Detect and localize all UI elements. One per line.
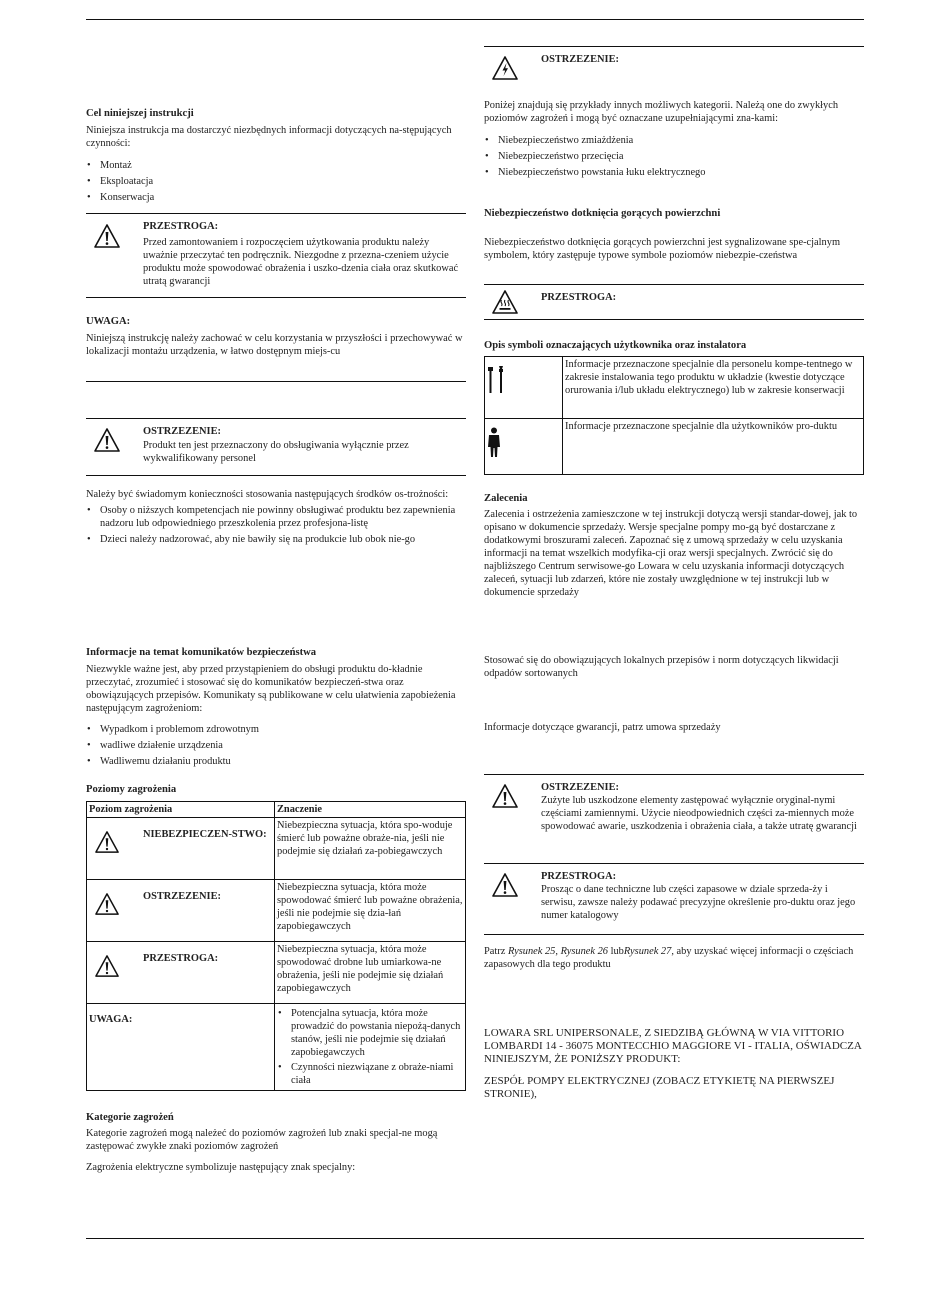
purpose-section <box>86 107 466 207</box>
list-item: • Czynności niezwiązane z obraże-niami ciała <box>277 1061 463 1087</box>
warning-title: OSTRZEZENIE: <box>541 54 619 65</box>
list-item: • Niebezpieczeństwo powstania łuku elektrycznego <box>484 166 864 179</box>
figure-link[interactable]: Rysunek 27 <box>623 946 672 957</box>
list-item: • Potencjalna sytuacja, która może prowadzić do powstania niepożą-danych stanów, jeśli nie podejmie się działań zapobiegawczych <box>277 1007 463 1059</box>
list-item: • wadliwe działenie urządzenia <box>86 739 466 752</box>
list-item: • Niebezpieczeństwo przecięcia <box>484 150 864 163</box>
note-text: Niniejszą instrukcję należy zachować w celu korzystania w przyszłości i przechowywać w lokalizacji montażu urządzenia, w łatwo dostępnym miejs-cu <box>86 333 463 357</box>
list-item: • Konserwacja <box>86 191 466 204</box>
warning-triangle-icon <box>95 830 119 854</box>
user-icon <box>485 427 503 459</box>
reco-text: Zalecenia i ostrzeżenia zamieszczone w tej instrukcji dotyczą wersji standar-dowej, jak to opisano w dokumencie sprzedaży. Wersje specjalne pompy mo-gą być dostarczane z dodatkowymi broszurami zaleceń. Zapoznać się z umową sprzedaży w celu uzyskania informacji na temat wszelkich modyfika-cji oraz wersji specjalnych. Zwrócić się do najbliższego Centrum serwisowe-go Lowara w celu uzyskania informacji dotyczących zaleceń, sytuacji lub zdarzeń, które nie zostały uwzględnione w tej instrukcji lub w dokumencie sprzedaży <box>484 509 858 598</box>
warning-triangle-icon <box>492 783 518 809</box>
table-row <box>87 880 466 942</box>
examples-section <box>484 99 864 182</box>
caution-box-1 <box>86 213 466 299</box>
warning-text: Produkt ten jest przeznaczony do obsługiwania wyłącznie przez wykwalifikowany personel <box>143 440 409 464</box>
note-title: UWAGA: <box>86 316 131 327</box>
warning-electric-box <box>484 46 864 85</box>
meaning-cell: Niebezpieczna sytuacja, która może spowodować drobne lub umiarkowa-ne obrażenia, jeśli nie podejmie się działań zapobiegawczych <box>275 942 466 1004</box>
awareness-list <box>86 504 466 546</box>
purpose-list <box>86 159 466 204</box>
hazard-levels-table <box>86 801 466 1091</box>
caution-title: PRZESTROGA: <box>541 871 617 882</box>
safety-text: Niezwykle ważne jest, aby przed przystąpieniem do obsługi produktu do-kładnie przeczytać, zrozumieć i stosować się do komunikatów bezpieczeń-stwa oraz obowiązujących przepisów. Komunikaty są publikowane w celu ułatwienia zapobieżenia następującym zagrożeniom: <box>86 664 456 714</box>
list-item: • Wypadkom i problemom zdrowotnym <box>86 723 466 736</box>
list-item: • Wadliwemu działaniu produktu <box>86 755 466 768</box>
awareness-text: Należy być świadomym konieczności stosowania następujących środków os-trożności: <box>86 489 449 500</box>
declaration-text: LOWARA SRL UNIPERSONALE, Z SIEDZIBĄ GŁÓWNĄ W VIA VITTORIO LOMBARDI 14 - 36075 MONTECCHIO MAGGIORE VI - ITALIA, OŚWIADCZA NINIEJSZYM, ŻE PONIŻSZY PRODUKT: <box>484 1027 862 1065</box>
caution-text: Prosząc o dane techniczne lub części zapasowe w dziale sprzeda-ży i serwisu, zawsze należy podawać precyzyjne określenie pro-duktu oraz jego numer katalogowy <box>541 884 856 921</box>
warning-triangle-icon <box>95 892 119 916</box>
warning-box-2 <box>484 774 864 855</box>
reco-heading: Zalecenia <box>484 493 528 504</box>
warning-triangle-icon <box>94 223 120 249</box>
purpose-text: Niniejsza instrukcja ma dostarczyć niezbędnych informacji dotyczących na-stępujących czynności: <box>86 125 452 149</box>
electrical-text: Zagrożenia elektryczne symbolizuje następujący znak specjalny: <box>86 1162 356 1173</box>
caution-rule <box>86 297 466 298</box>
caution-title: PRZESTROGA: <box>143 221 219 232</box>
table-row <box>87 942 466 1004</box>
figure-link[interactable]: Rysunek 25 <box>507 946 556 957</box>
warning-title: OSTRZEZENIE: <box>143 426 221 437</box>
table-header-level: Poziom zagrożenia <box>87 802 275 818</box>
level-cell <box>87 818 275 880</box>
table-row <box>485 419 864 475</box>
caution-text: Przed zamontowaniem i rozpoczęciem użytkowania produktu należy uważnie przeczytać ten podręcznik. Niezgodne z przezna-czeniem użycie produktu może spowodować obrażenia i uszko-dzenia ciała oraz skutkować utratą gwarancji <box>143 237 459 287</box>
list-item: • Niebezpieczeństwo zmiażdżenia <box>484 134 864 147</box>
symbol-cell <box>485 419 563 475</box>
meaning-cell: Niebezpieczna sytuacja, która może spowodować śmierć lub poważne obrażenia, jeśli nie podejmie się dzia-łań zapobiegawczych <box>275 880 466 942</box>
hot-heading: Niebezpieczeństwo dotknięcia gorących powierzchni <box>484 208 721 219</box>
top-rule <box>86 19 864 20</box>
parts-prefix: Patrz <box>484 946 508 957</box>
level-label: NIEBEZPIECZEN-STWO: <box>143 829 267 840</box>
product-text: ZESPÓŁ POMPY ELEKTRYCZNEJ (ZOBACZ ETYKIETĘ NA PIERWSZEJ STRONIE), <box>484 1075 835 1100</box>
electrical-hazard-icon <box>492 55 518 81</box>
levels-heading: Poziomy zagrożenia <box>86 784 177 795</box>
meaning-cell: Niebezpieczna sytuacja, która spo-woduje śmierć lub poważne obraże-nia, jeśli nie podejmie się działań za-pobiegawczych <box>275 818 466 880</box>
examples-text: Poniżej znajdują się przykłady innych możliwych kategorii. Należą one do zwykłych poziomów zagrożeń i mogą być oznaczane uzupełniającymi zna-kami: <box>484 100 839 124</box>
list-item: • Osoby o niższych kompetencjach nie powinny obsługiwać produktu bez zapewnienia nadzoru lub odpowiedniego przeszkolenia przez profesjona-listę <box>86 504 466 530</box>
categories-section <box>86 1111 466 1174</box>
safety-heading: Informacje na temat komunikatów bezpieczeństwa <box>86 647 317 658</box>
hot-text: Niebezpieczeństwo dotknięcia gorących powierzchni jest sygnalizowane spe-cjalnym symbolem, który zastępuje typowe symbole poziomów niebezpie-czeństwa <box>484 237 841 261</box>
warning-triangle-icon <box>95 954 119 978</box>
examples-list <box>484 134 864 179</box>
disposal-text: Stosować się do obowiązujących lokalnych przepisów i norm dotyczących likwidacji odpadów sortowanych <box>484 655 839 679</box>
meaning-cell <box>275 1004 466 1091</box>
parts-separator: lub <box>608 946 624 957</box>
list-item: • Montaż <box>86 159 466 172</box>
level-label: OSTRZEZENIE: <box>143 891 221 902</box>
categories-heading: Kategorie zagrożeń <box>86 1112 174 1123</box>
symbols-heading: Opis symboli oznaczających użytkownika oraz instalatora <box>484 340 747 351</box>
bottom-rule <box>86 1238 864 1239</box>
symbol-description: Informacje przeznaczone specjalnie dla personelu kompe-tentnego w zakresie instalowania tego produktu w układzie (kwestie dotyczące orurowania i/lub układu elektrycznego) lub w zakresie konserwacji <box>563 357 864 419</box>
warning-triangle-icon <box>94 427 120 453</box>
symbol-description: Informacje przeznaczone specjalnie dla użytkowników pro-duktu <box>563 419 864 475</box>
warning-title: OSTRZEZENIE: <box>541 782 619 793</box>
table-row <box>87 818 466 880</box>
hot-surface-icon <box>492 289 518 315</box>
level-label: PRZESTROGA: <box>143 953 219 964</box>
level-cell <box>87 942 275 1004</box>
note-rule <box>86 381 466 382</box>
figure-link[interactable]: Rysunek 26 <box>560 946 608 957</box>
awareness-section <box>86 488 466 549</box>
symbol-cell <box>485 357 563 419</box>
table-row <box>87 1004 466 1091</box>
level-cell <box>87 880 275 942</box>
parts-separator: , <box>555 946 561 957</box>
categories-text: Kategorie zagrożeń mogą należeć do poziomów zagrożeń lub znaki specjal-ne mogą zastępować zwykłe znaki poziomów zagrożeń <box>86 1128 438 1152</box>
warning-triangle-icon <box>492 872 518 898</box>
warning-text: Zużyte lub uszkodzone elementy zastępować wyłącznie oryginal-nymi częściami zamiennymi. Użycie nieodpowiednich części za-miennych może spowodować awarie, uszkodzenia i obrażenia ciała, a także utratę gwarancji <box>541 795 857 832</box>
warning-box-1 <box>86 418 466 476</box>
safety-list <box>86 723 466 768</box>
recommendations-section <box>484 492 864 599</box>
caution-title: PRZESTROGA: <box>541 292 617 303</box>
caution-box-2 <box>484 863 864 935</box>
purpose-heading: Cel niniejszej instrukcji <box>86 108 194 119</box>
parts-suffix: , aby uzyskać więcej informacji o częściach zapasowych dla tego produktu <box>484 946 854 970</box>
note-section <box>86 315 466 358</box>
tools-icon <box>485 365 507 395</box>
note-list <box>277 1007 463 1087</box>
table-header-meaning: Znaczenie <box>275 802 466 818</box>
table-row <box>485 357 864 419</box>
list-item: • Eksploatacja <box>86 175 466 188</box>
level-label: UWAGA: <box>87 1004 275 1091</box>
hot-caution-box <box>484 284 864 320</box>
warranty-text: Informacje dotyczące gwarancji, patrz umowa sprzedaży <box>484 722 721 733</box>
list-item: • Dzieci należy nadzorować, aby nie bawiły się na produkcie lub obok nie-go <box>86 533 466 546</box>
spare-parts-text <box>484 945 864 971</box>
safety-section <box>86 646 466 771</box>
symbols-table <box>484 356 864 475</box>
